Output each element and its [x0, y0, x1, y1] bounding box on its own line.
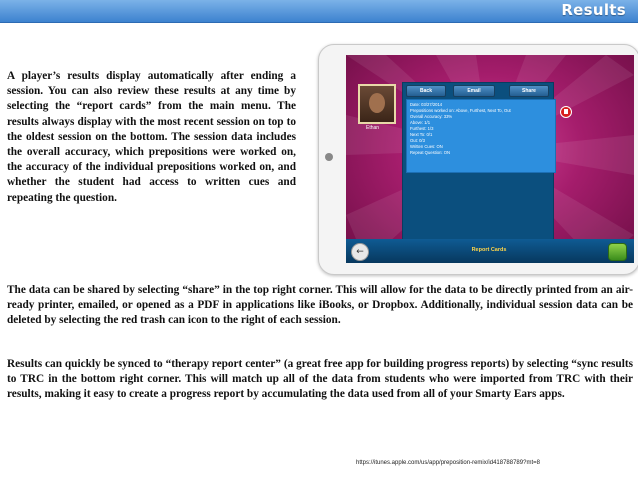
page-title: Results	[561, 1, 626, 19]
session-accuracy: Overall Accuracy: 33%	[410, 114, 453, 119]
session-above: Above: 1/1	[410, 120, 431, 125]
session-furthest: Furthest: 1/3	[410, 126, 434, 131]
source-url[interactable]: https://itunes.apple.com/us/app/preposition-remix/id418788789?mt=8	[356, 460, 540, 466]
session-repeat-question: Repeat Question: ON	[410, 150, 451, 155]
ipad-illustration	[318, 44, 638, 275]
title-bar	[0, 0, 638, 23]
home-button-icon	[325, 153, 333, 161]
session-out: Out: 0/3	[410, 138, 425, 143]
report-cards-label: Report Cards	[471, 247, 507, 253]
intro-paragraph: A player’s results display automatically after ending a session. You can also review these results at any time by selecting the “report cards” from the main menu. The results always display with the most recent session on top to the oldest session on the bottom. The session data includes the overall accuracy, which prepositions were worked on, the accuracy of the individual prepositions worked on, and whether the student had access to written cues and repeating the question.	[7, 70, 296, 204]
share-button[interactable]: Share	[509, 85, 549, 97]
student-photo[interactable]	[358, 84, 396, 124]
sync-paragraph: Results can quickly be synced to “therapy report center” (a great free app for building progress reports) by selecting “sync results to TRC in the bottom right corner. This will match up all of the data from students who were imported from TRC with their results, making it easy to create a progress report by accumulating the data used from all of your Smarty Ears apps.	[7, 358, 633, 401]
email-button[interactable]: Email	[453, 85, 495, 97]
share-paragraph: The data can be shared by selecting “share” in the top right corner. This will allow for the data to be directly printed from an air-ready printer, emailed, or opened as a PDF in applications like iBooks, or Dropbox. Additionally, individual session data can be deleted by selecting the red trash can icon to the right of each session.	[7, 284, 633, 327]
session-date: Date: 03/27/2014	[410, 102, 443, 107]
app-screen	[346, 55, 634, 263]
session-prepositions: Prepositions worked on: Above, Furthest, Next To, Out	[410, 108, 511, 113]
sync-icon[interactable]	[608, 243, 627, 261]
back-button[interactable]: Back	[406, 85, 446, 97]
student-name: Ethan	[366, 125, 380, 131]
session-next-to: Next To: 0/1	[410, 132, 433, 137]
trash-icon[interactable]	[560, 106, 572, 118]
back-arrow-icon[interactable]: ←	[351, 243, 369, 261]
session-written-cues: Written Cues: ON	[410, 144, 443, 149]
